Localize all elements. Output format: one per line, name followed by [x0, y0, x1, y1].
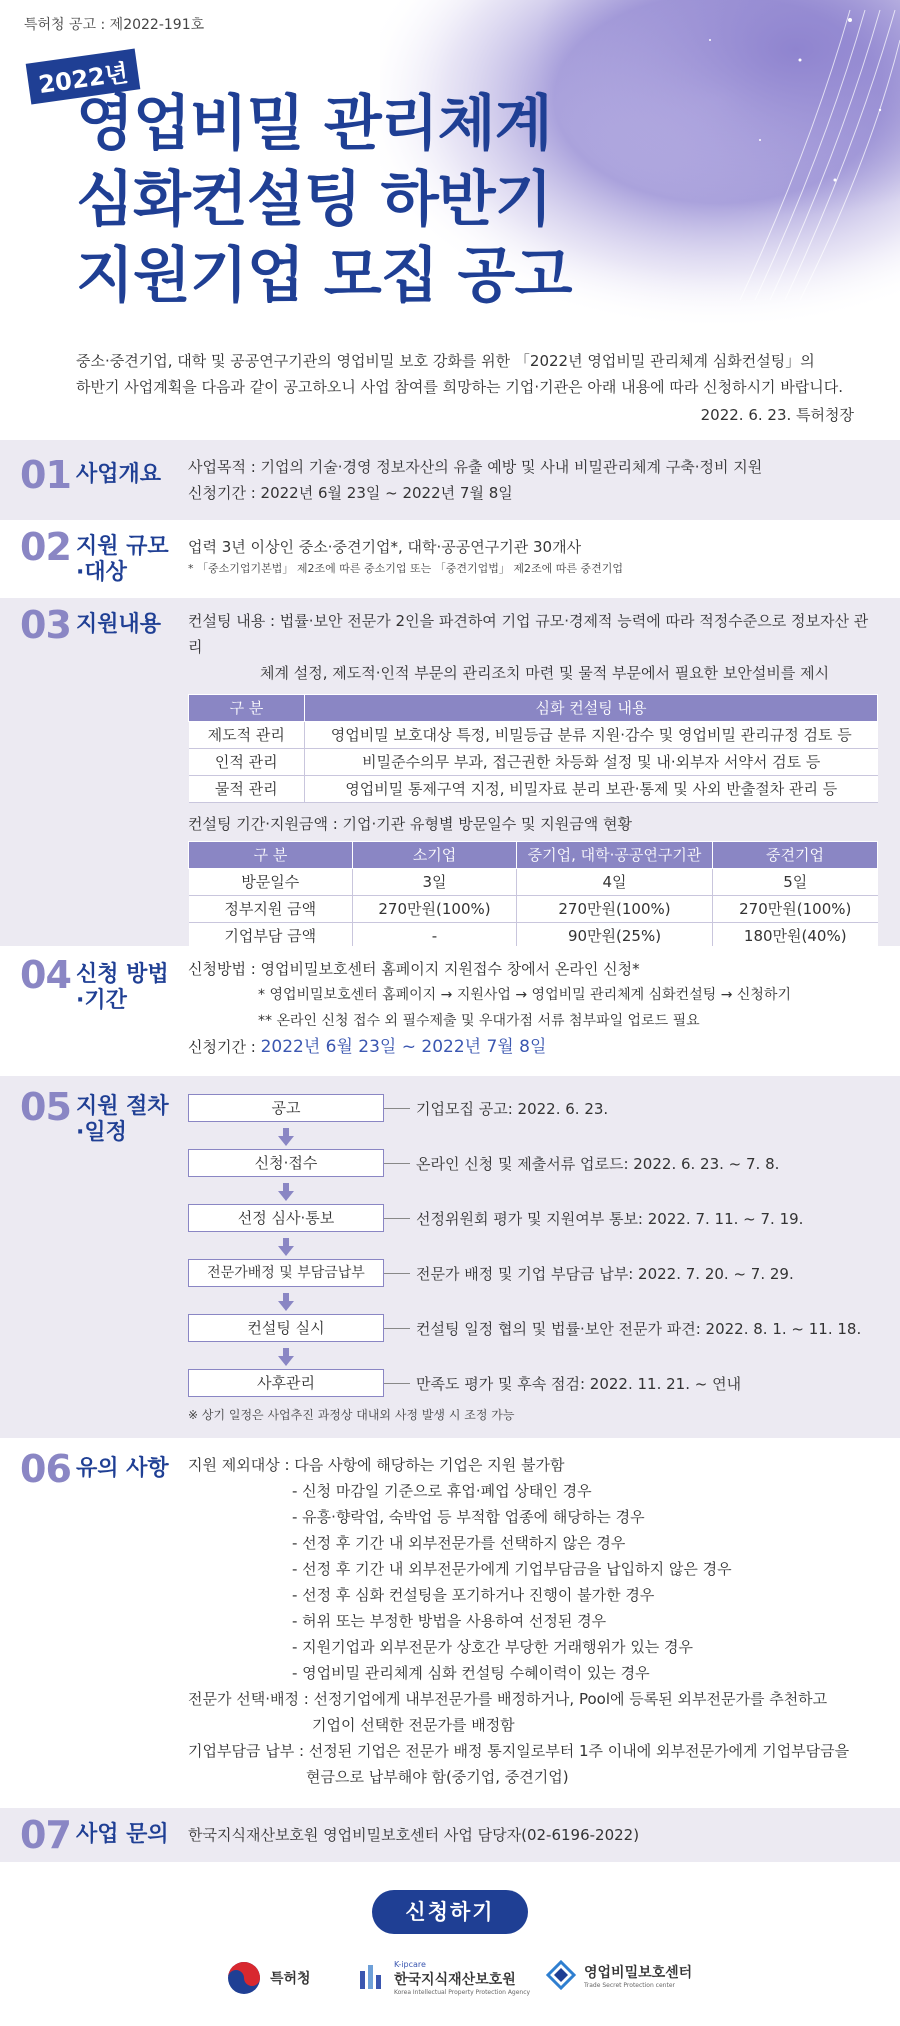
procedure-step [188, 1094, 608, 1122]
period-amount-table [188, 841, 878, 950]
procedure-step [188, 1369, 741, 1397]
section-title: 유의 사항 [76, 1456, 169, 1481]
procedure-step [188, 1259, 794, 1287]
tsp-center-logo [546, 1960, 692, 1990]
intro-line: 하반기 사업계획을 다음과 같이 공고하오니 사업 참여를 희망하는 기업·기관은 아래 내용에 따라 신청하시기 바랍니다. [76, 378, 844, 396]
exclusion-item: - 지원기업과 외부전문가 상호간 부당한 거래행위가 있는 경우 [292, 1638, 694, 1656]
application-note: * 영업비밀보호센터 홈페이지 → 지원사업 → 영업비밀 관리체계 심화컨설팅 → 신청하기 [258, 987, 791, 1003]
section-number: 03 [20, 603, 71, 647]
table-cell: 영업비밀 통제구역 지정, 비밀자료 분리 보관·통제 및 사외 반출절차 관리 등 [305, 776, 878, 803]
table-cell: 인적 관리 [189, 749, 305, 776]
year-badge: 2022년 [26, 49, 141, 105]
step-box: 사후관리 [188, 1369, 384, 1397]
down-arrow-icon [278, 1246, 294, 1256]
table-header: 소기업 [353, 842, 517, 869]
table-row [189, 722, 878, 749]
step-connector [384, 1163, 410, 1164]
tsp-center-logo-sub: Trade Secret Protection center [584, 1981, 675, 1989]
section-number: 01 [20, 453, 71, 497]
section-title: 지원 절차 ·일정 [76, 1094, 169, 1145]
procedure-step [188, 1314, 861, 1342]
table-header: 중기업, 대학·공공연구기관 [517, 842, 713, 869]
down-arrow-icon [278, 1356, 294, 1366]
table-cell: - [353, 923, 517, 950]
title-line: 영업비밀 관리체계 [76, 89, 552, 159]
section-scope [0, 520, 900, 598]
koipa-logo-sub: Korea Intellectual Property Protection Agency [394, 1989, 531, 1996]
table-header: 구 분 [189, 842, 353, 869]
scope-target: 업력 3년 이상인 중소·중견기업*, 대학·공공연구기관 30개사 [188, 538, 582, 556]
table-header: 구 분 [189, 695, 305, 722]
table-header: 심화 컨설팅 내용 [305, 695, 878, 722]
kipo-logo [226, 1960, 311, 1996]
application-period-label: 신청기간 : [188, 1038, 261, 1056]
consult-content: 컨설팅 내용 : 법률·보안 전문가 2인을 파견하여 기업 규모·경제적 능력에 따라 적정수준으로 정보자산 관리 [188, 612, 869, 656]
section-number: 02 [20, 525, 71, 569]
step-description: 만족도 평가 및 후속 점검: 2022. 11. 21. ~ 연내 [416, 1374, 742, 1393]
application-note: ** 온라인 신청 접수 외 필수제출 및 우대가점 서류 첨부파일 업로드 필요 [258, 1013, 700, 1029]
table-cell: 180만원(40%) [713, 923, 878, 950]
koipa-logo [360, 1960, 530, 1996]
footer-logos [0, 1954, 900, 2004]
kipo-logo-text: 특허청 [270, 1971, 311, 1987]
section-title: 지원 규모 ·대상 [76, 534, 169, 585]
step-box: 전문가배정 및 부담금납부 [188, 1259, 384, 1287]
intro-text [76, 348, 854, 428]
section-number: 06 [20, 1447, 71, 1491]
step-box: 신청·접수 [188, 1149, 384, 1177]
title-line: 심화컨설팅 하반기 [76, 165, 552, 235]
exclusion-item: - 허위 또는 부정한 방법을 사용하여 선정된 경우 [292, 1612, 607, 1630]
step-description: 전문가 배정 및 기업 부담금 납부: 2022. 7. 20. ~ 7. 29. [416, 1264, 794, 1283]
step-box: 공고 [188, 1094, 384, 1122]
exclusion-item: - 선정 후 기간 내 외부전문가에게 기업부담금을 납입하지 않은 경우 [292, 1560, 732, 1578]
table-row [189, 896, 878, 923]
step-description: 선정위원회 평가 및 지원여부 통보: 2022. 7. 11. ~ 7. 19. [416, 1209, 804, 1228]
table-cell: 정부지원 금액 [189, 896, 353, 923]
expert-assignment: 전문가 선택·배정 : 선정기업에게 내부전문가를 배정하거나, Pool에 등록된 외부전문가를 추천하고 [188, 1690, 828, 1708]
application-period-value: 2022년 6월 23일 ~ 2022년 7월 8일 [260, 1037, 547, 1057]
table-cell: 4일 [517, 869, 713, 896]
table-row [189, 749, 878, 776]
period-amount-label: 컨설팅 기간·지원금액 : 기업·기관 유형별 방문일수 및 지원금액 현황 [188, 815, 632, 833]
section-number: 05 [20, 1085, 71, 1129]
section-application [0, 946, 900, 1076]
step-box: 컨설팅 실시 [188, 1314, 384, 1342]
down-arrow-icon [278, 1191, 294, 1201]
page-title [76, 86, 571, 314]
koipa-logo-text: 한국지식재산보호원 [394, 1972, 516, 1988]
step-connector [384, 1273, 410, 1274]
step-box: 선정 심사·통보 [188, 1204, 384, 1232]
inquiry-contact: 한국지식재산보호원 영업비밀보호센터 사업 담당자(02-6196-2022) [188, 1826, 640, 1844]
exclusion-item: - 유흥·향락업, 숙박업 등 부적합 업종에 해당하는 경우 [292, 1508, 645, 1526]
table-cell: 270만원(100%) [353, 896, 517, 923]
section-inquiry [0, 1808, 900, 1862]
koipa-logo-top: K-ipcare [394, 1960, 426, 1969]
table-cell: 제도적 관리 [189, 722, 305, 749]
title-line: 지원기업 모집 공고 [76, 241, 572, 311]
issue-date: 2022. 6. 23. 특허청장 [700, 406, 854, 424]
table-cell: 물적 관리 [189, 776, 305, 803]
section-support-content [0, 598, 900, 946]
diamond-icon [546, 1960, 576, 1990]
step-description: 온라인 신청 및 제출서류 업로드: 2022. 6. 23. ~ 7. 8. [416, 1154, 780, 1173]
exclusion-item: - 신청 마감일 기준으로 휴업·폐업 상태인 경우 [292, 1482, 592, 1500]
section-overview [0, 440, 900, 520]
payment-rule-cont: 현금으로 납부해야 함(중기업, 중견기업) [306, 1768, 569, 1786]
exclusion-label: 지원 제외대상 : 다음 사항에 해당하는 기업은 지원 불가함 [188, 1456, 565, 1474]
table-row [189, 869, 878, 896]
section-number: 04 [20, 953, 71, 997]
procedure-step [188, 1149, 779, 1177]
table-cell: 기업부담 금액 [189, 923, 353, 950]
step-description: 컨설팅 일정 협의 및 법률·보안 전문가 파견: 2022. 8. 1. ~ 11. 18. [416, 1319, 862, 1338]
consult-content-table [188, 694, 878, 803]
step-connector [384, 1383, 410, 1384]
intro-line: 중소·중견기업, 대학 및 공공연구기관의 영업비밀 보호 강화를 위한 「2022년 영업비밀 관리체계 심화컨설팅」의 [76, 352, 815, 370]
apply-button[interactable]: 신청하기 [372, 1890, 528, 1934]
koipa-bars-icon [360, 1963, 386, 1993]
overview-purpose: 사업목적 : 기업의 기술·경영 정보자산의 유출 예방 및 사내 비밀관리체계 구축·정비 지원 [188, 458, 763, 476]
tsp-center-logo-text: 영업비밀보호센터 [584, 1964, 693, 1981]
table-cell: 90만원(25%) [517, 923, 713, 950]
table-cell: 영업비밀 보호대상 특정, 비밀등급 분류 지원·감수 및 영업비밀 관리규정 검토 등 [305, 722, 878, 749]
down-arrow-icon [278, 1136, 294, 1146]
section-title: 지원내용 [76, 612, 162, 637]
exclusion-item: - 선정 후 심화 컨설팅을 포기하거나 진행이 불가한 경우 [292, 1586, 655, 1604]
down-arrow-icon [278, 1301, 294, 1311]
exclusion-item: - 선정 후 기간 내 외부전문가를 선택하지 않은 경우 [292, 1534, 626, 1552]
section-title: 사업개요 [76, 462, 162, 487]
section-precautions [0, 1438, 900, 1808]
notice-number: 특허청 공고 : 제2022-191호 [24, 17, 205, 33]
table-cell: 270만원(100%) [713, 896, 878, 923]
procedure-note: ※ 상기 일정은 사업추진 과정상 대내외 사정 발생 시 조정 가능 [188, 1408, 515, 1422]
step-description: 기업모집 공고: 2022. 6. 23. [416, 1099, 609, 1118]
application-method: 신청방법 : 영업비밀보호센터 홈페이지 지원접수 창에서 온라인 신청* [188, 960, 640, 978]
expert-assignment-cont: 기업이 선택한 전문가를 배정함 [312, 1716, 515, 1734]
step-connector [384, 1328, 410, 1329]
hero [0, 0, 900, 440]
table-row [189, 776, 878, 803]
application-period [188, 1034, 876, 1060]
table-header: 중견기업 [713, 842, 878, 869]
exclusion-item: - 영업비밀 관리체계 심화 컨설팅 수혜이력이 있는 경우 [292, 1664, 650, 1682]
section-number: 07 [20, 1813, 71, 1857]
step-connector [384, 1108, 410, 1109]
table-cell: 방문일수 [189, 869, 353, 896]
overview-period: 신청기간 : 2022년 6월 23일 ~ 2022년 7월 8일 [188, 484, 513, 502]
table-cell: 5일 [713, 869, 878, 896]
payment-rule: 기업부담금 납부 : 선정된 기업은 전문가 배정 통지일로부터 1주 이내에 외부전문가에게 기업부담금을 [188, 1742, 850, 1760]
consult-content-cont: 체계 설정, 제도적·인적 부문의 관리조치 마련 및 물적 부문에서 필요한 보안설비를 제시 [260, 664, 830, 682]
scope-note: * 「중소기업기본법」 제2조에 따른 중소기업 또는 「중견기업법」 제2조에 따른 중견기업 [188, 562, 623, 575]
section-title: 신청 방법 ·기간 [76, 962, 169, 1013]
table-cell: 비밀준수의무 부과, 접근권한 차등화 설정 및 내·외부자 서약서 검토 등 [305, 749, 878, 776]
taegeuk-icon [226, 1960, 262, 1996]
section-procedure [0, 1076, 900, 1438]
procedure-step [188, 1204, 803, 1232]
table-cell: 3일 [353, 869, 517, 896]
table-cell: 270만원(100%) [517, 896, 713, 923]
step-connector [384, 1218, 410, 1219]
section-title: 사업 문의 [76, 1822, 169, 1847]
